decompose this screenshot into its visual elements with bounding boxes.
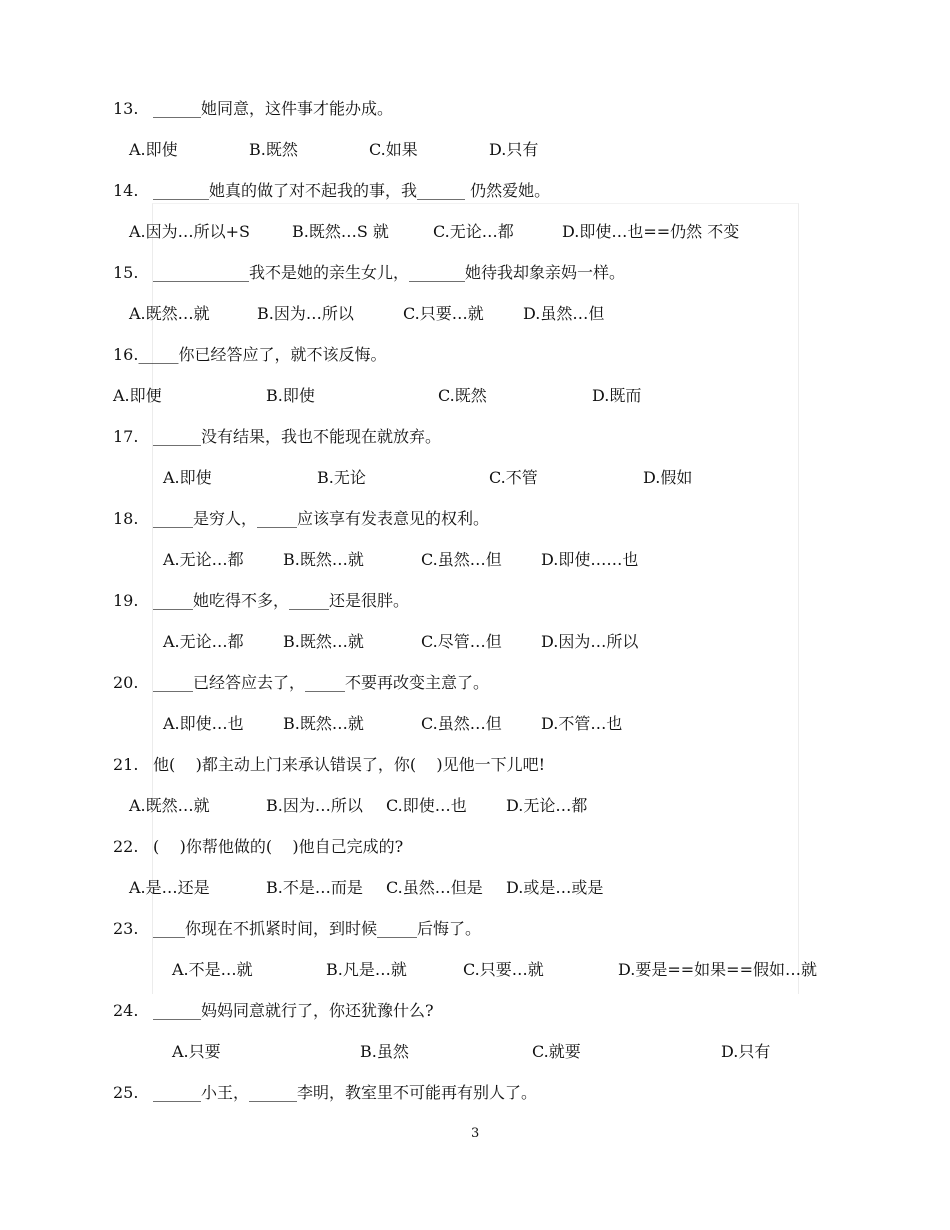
option-a: A.无论…都 bbox=[163, 550, 244, 569]
question-17 bbox=[113, 427, 441, 447]
question-text: _____她吃得不多，_____还是很胖。 bbox=[153, 591, 410, 610]
question-number: 20. bbox=[113, 673, 139, 692]
option-d: D.不管…也 bbox=[541, 714, 623, 733]
option-d: D.既而 bbox=[592, 386, 642, 405]
option-a: A.既然…就 bbox=[129, 304, 210, 323]
option-d: D.即使……也 bbox=[541, 550, 639, 569]
question-15 bbox=[113, 263, 625, 283]
option-b: B.既然…S 就 bbox=[292, 222, 389, 241]
question-text: 他( )都主动上门来承认错误了，你( )见他一下儿吧! bbox=[153, 755, 546, 774]
option-b: B.因为…所以 bbox=[266, 796, 363, 815]
option-b: B.不是…而是 bbox=[266, 878, 363, 897]
question-text: ______她同意，这件事才能办成。 bbox=[153, 99, 394, 118]
question-21 bbox=[113, 755, 545, 775]
option-c: C.就要 bbox=[532, 1042, 581, 1061]
question-number: 17. bbox=[113, 427, 139, 446]
option-a: A.因为…所以+S bbox=[129, 222, 251, 241]
question-number: 21. bbox=[113, 755, 139, 774]
question-text: ______没有结果，我也不能现在就放弃。 bbox=[153, 427, 442, 446]
option-d: D.要是==如果==假如…就 bbox=[618, 960, 817, 979]
question-number: 25. bbox=[113, 1083, 139, 1102]
option-b: B.即使 bbox=[266, 386, 315, 405]
option-c: C.虽然…但 bbox=[421, 550, 502, 569]
option-a: A.是…还是 bbox=[129, 878, 210, 897]
question-text: ____你现在不抓紧时间，到时候_____后悔了。 bbox=[153, 919, 482, 938]
option-c: C.只要…就 bbox=[463, 960, 544, 979]
option-b: B.因为…所以 bbox=[257, 304, 354, 323]
question-14 bbox=[113, 181, 550, 201]
question-25 bbox=[113, 1083, 537, 1103]
option-a: A.不是…就 bbox=[172, 960, 253, 979]
question-text: ______小王，______李明，教室里不可能再有别人了。 bbox=[153, 1083, 538, 1102]
page-number: 3 bbox=[471, 1126, 480, 1141]
question-22 bbox=[113, 837, 403, 857]
option-c: C.只要…就 bbox=[403, 304, 484, 323]
option-c: C.无论…都 bbox=[433, 222, 514, 241]
option-d: D.假如 bbox=[643, 468, 693, 487]
question-number: 15. bbox=[113, 263, 139, 282]
option-c: C.虽然…但 bbox=[421, 714, 502, 733]
question-number: 23. bbox=[113, 919, 139, 938]
option-c: C.如果 bbox=[369, 140, 418, 159]
question-text: ( )你帮他做的( )他自己完成的? bbox=[153, 837, 404, 856]
question-23 bbox=[113, 919, 481, 939]
question-16 bbox=[113, 345, 386, 365]
option-d: D.虽然…但 bbox=[523, 304, 605, 323]
option-d: D.因为…所以 bbox=[541, 632, 639, 651]
option-c: C.不管 bbox=[489, 468, 538, 487]
question-number: 22. bbox=[113, 837, 139, 856]
option-c: C.既然 bbox=[438, 386, 487, 405]
question-number: 13. bbox=[113, 99, 139, 118]
option-b: B.既然…就 bbox=[283, 632, 364, 651]
option-b: B.虽然 bbox=[360, 1042, 409, 1061]
option-d: D.无论…都 bbox=[506, 796, 588, 815]
question-13 bbox=[113, 99, 393, 119]
question-text: _____已经答应去了，_____不要再改变主意了。 bbox=[153, 673, 490, 692]
option-b: B.凡是…就 bbox=[326, 960, 407, 979]
option-c: C.即使…也 bbox=[386, 796, 467, 815]
question-18 bbox=[113, 509, 489, 529]
question-text: _____你已经答应了，就不该反悔。 bbox=[138, 345, 387, 364]
question-text: _______她真的做了对不起我的事，我______ 仍然爱她。 bbox=[153, 181, 551, 200]
option-d: D.只有 bbox=[721, 1042, 771, 1061]
option-d: D.即使…也==仍然 不变 bbox=[562, 222, 740, 241]
option-a: A.即使 bbox=[129, 140, 178, 159]
option-a: A.即使…也 bbox=[163, 714, 244, 733]
question-number: 16. bbox=[113, 345, 139, 364]
option-a: A.即便 bbox=[113, 386, 162, 405]
option-a: A.既然…就 bbox=[129, 796, 210, 815]
option-b: B.既然…就 bbox=[283, 714, 364, 733]
question-number: 18. bbox=[113, 509, 139, 528]
question-number: 24. bbox=[113, 1001, 139, 1020]
question-number: 14. bbox=[113, 181, 139, 200]
question-number: 19. bbox=[113, 591, 139, 610]
question-24 bbox=[113, 1001, 434, 1021]
question-text: ____________我不是她的亲生女儿，_______她待我却象亲妈一样。 bbox=[153, 263, 626, 282]
question-20 bbox=[113, 673, 489, 693]
option-d: D.或是…或是 bbox=[506, 878, 604, 897]
option-a: A.无论…都 bbox=[163, 632, 244, 651]
option-b: B.既然 bbox=[249, 140, 298, 159]
question-19 bbox=[113, 591, 409, 611]
option-d: D.只有 bbox=[489, 140, 539, 159]
question-text: ______妈妈同意就行了，你还犹豫什么? bbox=[153, 1001, 434, 1020]
option-b: B.既然…就 bbox=[283, 550, 364, 569]
option-a: A.即使 bbox=[163, 468, 212, 487]
option-b: B.无论 bbox=[317, 468, 366, 487]
option-a: A.只要 bbox=[172, 1042, 221, 1061]
option-c: C.虽然…但是 bbox=[386, 878, 483, 897]
option-c: C.尽管…但 bbox=[421, 632, 502, 651]
question-text: _____是穷人，_____应该享有发表意见的权利。 bbox=[153, 509, 490, 528]
